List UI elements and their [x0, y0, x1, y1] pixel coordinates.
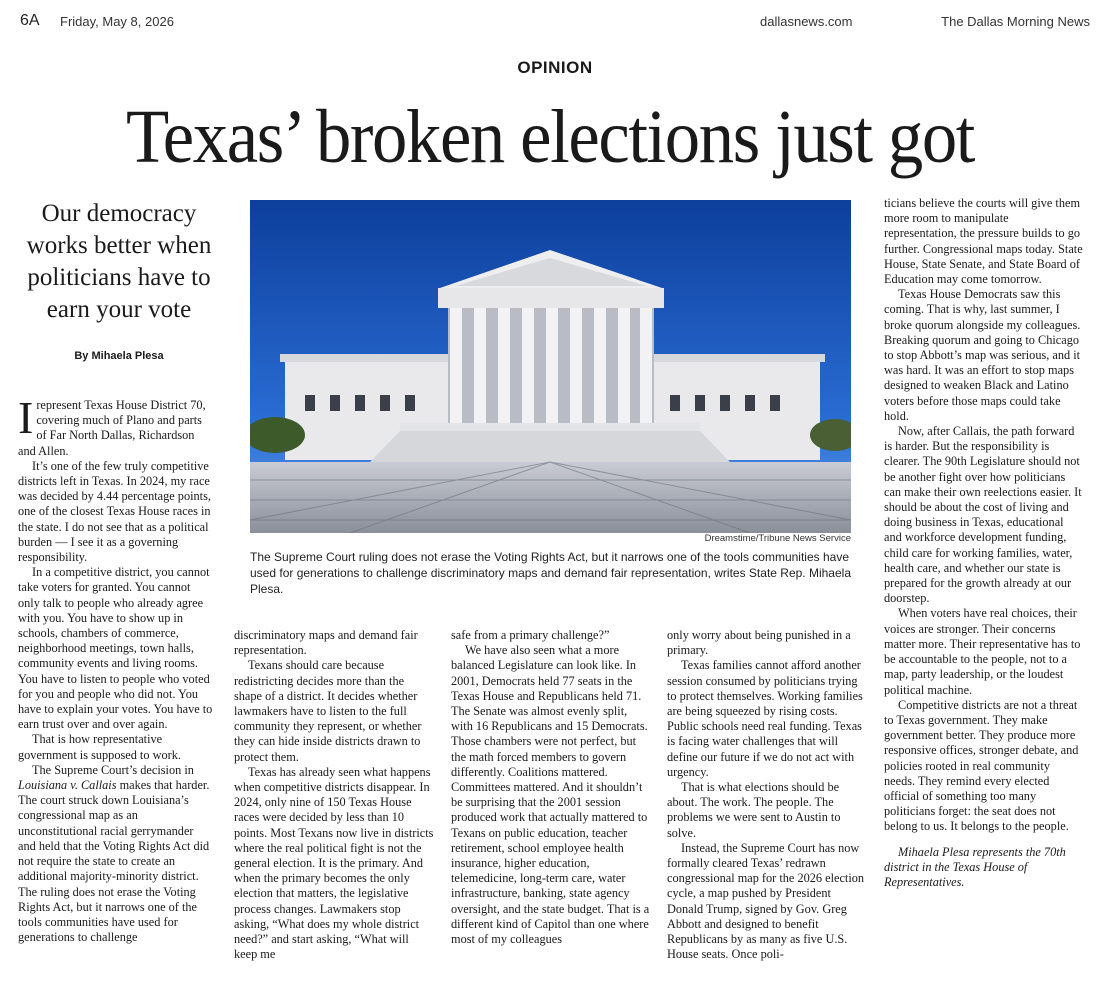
paragraph: It’s one of the few truly competitive districts left in Texas. In 2024, my race was decided by 4.44 percentage points, one of the closest Texas House races in the state. I do not see that as a political burden — I see it as a governing responsibility. — [18, 458, 211, 565]
article-column-3 — [451, 628, 651, 947]
paragraph: That is what elections should be about. The work. The people. The problems we were sent to Austin to solve. — [667, 780, 841, 840]
article-column-5 — [884, 196, 1084, 890]
paragraph: Instead, the Supreme Court has now formally cleared Texas’ redrawn congressional map for the 2026 election cycle, a map pushed by President Donald Trump, signed by Gov. Greg Abbott and designed to benefit Republicans by as many as five U.S. House seats. Once poli- — [667, 840, 865, 962]
deck-subheadline: Our democracy works better when politicians have to earn your vote — [26, 200, 212, 323]
case-name: Louisiana v. Callais — [18, 778, 117, 793]
photo-caption: The Supreme Court ruling does not erase the Voting Rights Act, but it narrows one of the tools communities have used for generations to challenge discriminatory maps and demand fair representation, writes State Rep. Mihaela Plesa. — [250, 550, 851, 596]
paragraph: When voters have real choices, their voices are stronger. Their concerns matter more. Their representative has to be accountable to the people, not to a map, party leadership, or the loudest political machine. — [884, 606, 1081, 697]
section-label: OPINION — [517, 58, 593, 77]
paragraph: Texas families cannot afford another session consumed by politicians trying to protect themselves. Working families are being squeezed by rising costs. Public schools need real funding. Texas is facing water challenges that will define our future if we do not act with urgency. — [667, 658, 863, 779]
paragraph: Texas has already seen what happens when competitive districts disappear. In 2024, only nine of 150 Texas House races were decided by less than 10 points. Most Texans now live in districts where the real political fight is not the general election. It is the primary. And when the primary becomes the only election that matters, the legislative process changes. Lawmakers stop asking, “What does my whole district need?” and start asking, “What will keep me — [234, 764, 434, 962]
paragraph: only worry about being punished in a primary. — [667, 628, 851, 658]
text-run: makes that harder. The court struck down Louisiana’s congressional map as an unconstitutional racial gerrymander and held that the Voting Rights Act did not require the state to create an additional majority-minority district. The ruling does not erase the Voting Rights Act, but it narrows one of the tools communities have used for generations to challenge — [18, 778, 210, 945]
paragraph: represent Texas House District 70, covering much of Plano and parts of Far North Dallas, Richardson and Allen. — [18, 398, 206, 458]
author-bio: Mihaela Plesa represents the 70th district in the Texas House of Representatives. — [884, 844, 1066, 889]
page-number: 6A — [20, 12, 40, 29]
article-column-4 — [667, 628, 865, 962]
text-run: The Supreme Court’s decision in — [32, 762, 194, 777]
website-link[interactable]: dallasnews.com — [760, 14, 853, 29]
paragraph: discriminatory maps and demand fair representation. — [234, 628, 418, 658]
article-column-2 — [234, 628, 434, 962]
paragraph: ticians believe the courts will give them more room to manipulate representation, the pressure builds to go further. Congressional maps today. State House, State Senate, and State Board of Education may come tomorrow. — [884, 196, 1083, 287]
supreme-court-building-photo — [250, 200, 851, 533]
paragraph: Competitive districts are not a threat to Texas government. They make government better. They produce more responsive offices, stronger debate, and policies rooted in real community needs. They remind every elected official of something too many politicians forget: the seat does not belong to us. It belongs to the people. — [884, 697, 1079, 834]
paragraph: Texas House Democrats saw this coming. That is why, last summer, I broke quorum alongside my colleagues. Breaking quorum and going to Chicago to stop Abbott’s map was serious, and it was hard. It was an effort to stop maps designed to weaken Black and Latino voters before those maps could take hold. — [884, 287, 1081, 423]
paragraph: That is how representative government is supposed to work. — [18, 732, 181, 762]
paragraph: Texans should care because redistricting decides more than the shape of a district. It decides whether lawmakers have to listen to the full community they represent, or whether they can hide inside districts drawn to protect them. — [234, 658, 422, 764]
page-header — [20, 12, 1090, 34]
headline: Texas’ broken elections just got — [125, 95, 975, 179]
issue-date: Friday, May 8, 2026 — [60, 14, 174, 29]
byline: By Mihaela Plesa — [74, 350, 164, 362]
paragraph: We have also seen what a more balanced Legislature can look like. In 2001, Democrats held 77 seats in the Texas House and Republicans held 71. The Senate was almost evenly split, with 16 Republicans and 15 Democrats. Those chambers were not perfect, but the math forced members to govern differently. Coalitions mattered. Committees mattered. And it shouldn’t be surprising that the 2001 session produced work that actually mattered to Texans on public education, teacher retirement, school employee health insurance, higher education, telemedicine, long-term care, water infrastructure, banking, state agency oversight, and the state budget. That is a different kind of Capitol than one where most of my colleagues — [451, 643, 650, 947]
paragraph: safe from a primary challenge?” — [451, 628, 610, 642]
paragraph: In a competitive district, you cannot take voters for granted. You cannot only talk to people who already agree with you. You have to show up in schools, chambers of commerce, neighborhood meetings, town halls, community events and living rooms. You have to listen to people who voted for you and people who did not. You have to explain your votes. You have to earn trust over and over again. — [18, 565, 213, 732]
article-column-1 — [18, 392, 213, 945]
publication-name: The Dallas Morning News — [941, 14, 1090, 29]
photo-credit: Dreamstime/Tribune News Service — [704, 533, 851, 544]
drop-cap: I — [18, 392, 34, 443]
paragraph — [18, 763, 213, 945]
paragraph: Now, after Callais, the path forward is harder. But the responsibility is clearer. The 90th Legislature should not be another fight over how politicians can make their own reelections easier. It should be about the cost of living and doing business in Texas, educational and workforce development funding, child care for working families, water, health care, and whether our state is prepared for the growth already at our doorstep. — [884, 424, 1082, 606]
